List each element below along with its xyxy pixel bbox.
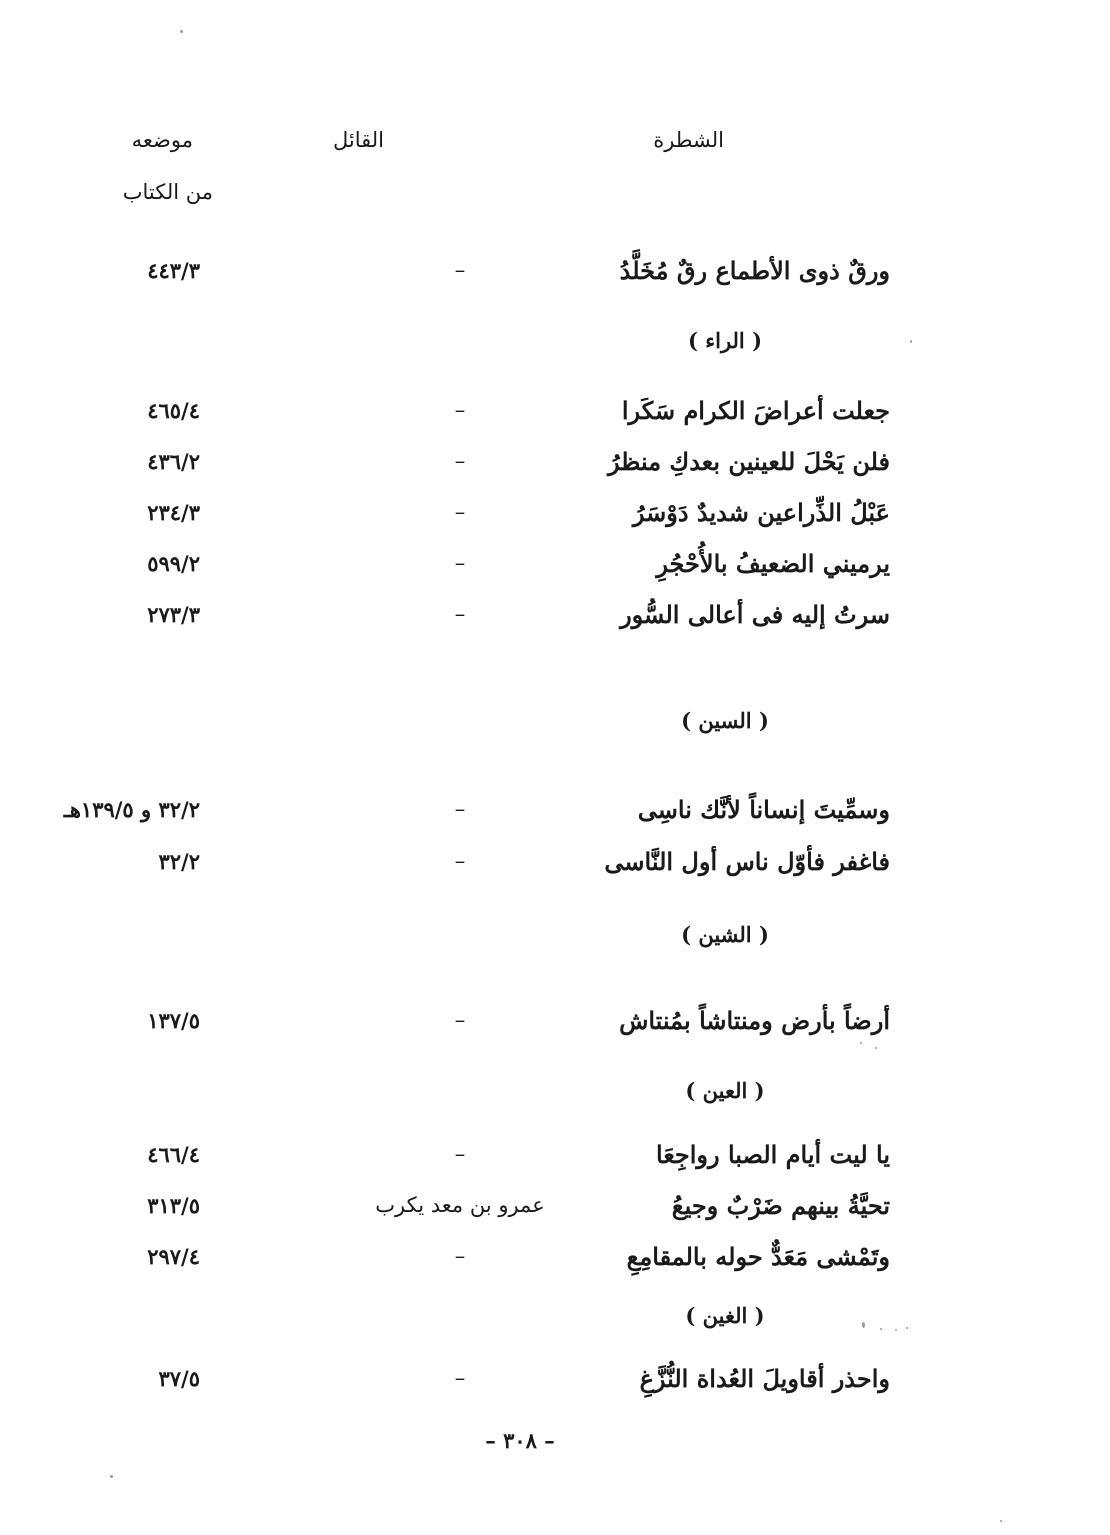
section-heading: ( السين )	[681, 708, 769, 733]
table-row	[0, 256, 1110, 296]
verse-text: يرميني الضعيفُ بالأُحْجُرِ	[656, 549, 890, 578]
location-ref: ٣٢/٢	[158, 849, 200, 874]
verse-text: فاغفر فأوّل ناس أول النَّاسى	[604, 847, 890, 876]
verse-text: يا ليت أيام الصبا رواجِعَا	[656, 1140, 890, 1169]
sayer-text: –	[454, 449, 466, 473]
table-row	[0, 1140, 1110, 1180]
scan-speck	[1000, 1520, 1002, 1522]
location-ref: ٤٦٥/٤	[147, 398, 200, 423]
table-row	[0, 1006, 1110, 1046]
sayer-text: –	[454, 1366, 466, 1390]
sayer-text: –	[454, 258, 466, 282]
verse-text: ورقٌ ذوى الأطماع رقٌ مُخَلَّدُ	[619, 256, 890, 285]
sayer-text: –	[454, 1142, 466, 1166]
location-ref: ٤٤٣/٣	[147, 258, 200, 283]
location-ref: ١٣٧/٥	[147, 1008, 200, 1033]
location-column-header: موضعه	[131, 128, 193, 152]
verse-text: أرضاً بأرض ومنتاشاً بمُنتاش	[619, 1006, 890, 1035]
scan-speck	[875, 1047, 877, 1049]
location-ref: ٢٩٧/٤	[147, 1244, 200, 1269]
location-ref: ٢٣٤/٣	[147, 500, 200, 525]
sayer-text: –	[454, 849, 466, 873]
scan-speck	[862, 1322, 865, 1328]
verse-text: جعلت أعراضَ الكرام سَكَرا	[621, 396, 890, 425]
section-heading: ( الراء )	[687, 328, 763, 353]
sayer-text: عمرو بن معد يكرب	[375, 1193, 545, 1217]
location-ref: ٥٩٩/٢	[147, 551, 200, 576]
sayer-text: –	[454, 398, 466, 422]
location-ref: ٤٣٦/٢	[147, 449, 200, 474]
table-row	[0, 795, 1110, 835]
table-row	[0, 847, 1110, 887]
scan-speck	[880, 1328, 882, 1330]
verse-text: تحيَّةُ بينهم ضَرْبٌ وجيعُ	[671, 1191, 890, 1220]
sayer-text: –	[454, 1244, 466, 1268]
scan-speck	[110, 1475, 113, 1478]
location-ref: ٣٢/٢ و ١٣٩/٥هـ	[63, 797, 200, 822]
location-ref: ٢٧٣/٣	[147, 602, 200, 627]
table-row	[0, 396, 1110, 436]
location-column-header-subtitle: من الكتاب	[122, 180, 213, 204]
sayer-column-header: القائل	[332, 128, 384, 152]
sayer-text: –	[454, 500, 466, 524]
table-row	[0, 1191, 1110, 1231]
scan-speck	[910, 340, 912, 343]
location-ref: ٣١٣/٥	[147, 1193, 200, 1218]
verse-text: سرتُ إليه فى أعالى السُّور	[620, 600, 890, 629]
verse-text: عَبْلُ الذِّراعين شديدٌ دَوْسَرُ	[632, 498, 890, 527]
sayer-text: –	[454, 602, 466, 626]
section-heading: ( الغين )	[685, 1303, 765, 1328]
scan-speck	[180, 30, 183, 33]
section-heading: ( الشين )	[681, 922, 769, 947]
verse-text: واحذر أقاويلَ العُداة النُّزَّغِ	[639, 1364, 890, 1393]
sayer-text: –	[454, 1008, 466, 1032]
table-row	[0, 549, 1110, 589]
location-ref: ٤٦٦/٤	[147, 1142, 200, 1167]
sayer-text: –	[454, 797, 466, 821]
table-row	[0, 447, 1110, 487]
table-row	[0, 1364, 1110, 1404]
scan-speck	[860, 1042, 862, 1044]
table-row	[0, 600, 1110, 640]
page-number: – ٣٠٨ –	[485, 1428, 555, 1453]
section-heading: ( العين )	[685, 1078, 765, 1103]
scan-speck	[895, 1329, 897, 1331]
location-ref: ٣٧/٥	[158, 1366, 200, 1391]
sayer-text: –	[454, 551, 466, 575]
verse-column-header: الشطرة	[653, 128, 724, 152]
scan-speck	[906, 1327, 908, 1329]
verse-text: فلن يَحْلَ للعينين بعدكِ منظرُ	[608, 447, 890, 476]
verse-text: وتَمْشى مَعَدٌّ حوله بالمقامِعِ	[626, 1242, 890, 1271]
verse-text: وسمِّيتَ إنساناً لأنَّك ناسِى	[637, 795, 890, 824]
table-row	[0, 1242, 1110, 1282]
table-row	[0, 498, 1110, 538]
